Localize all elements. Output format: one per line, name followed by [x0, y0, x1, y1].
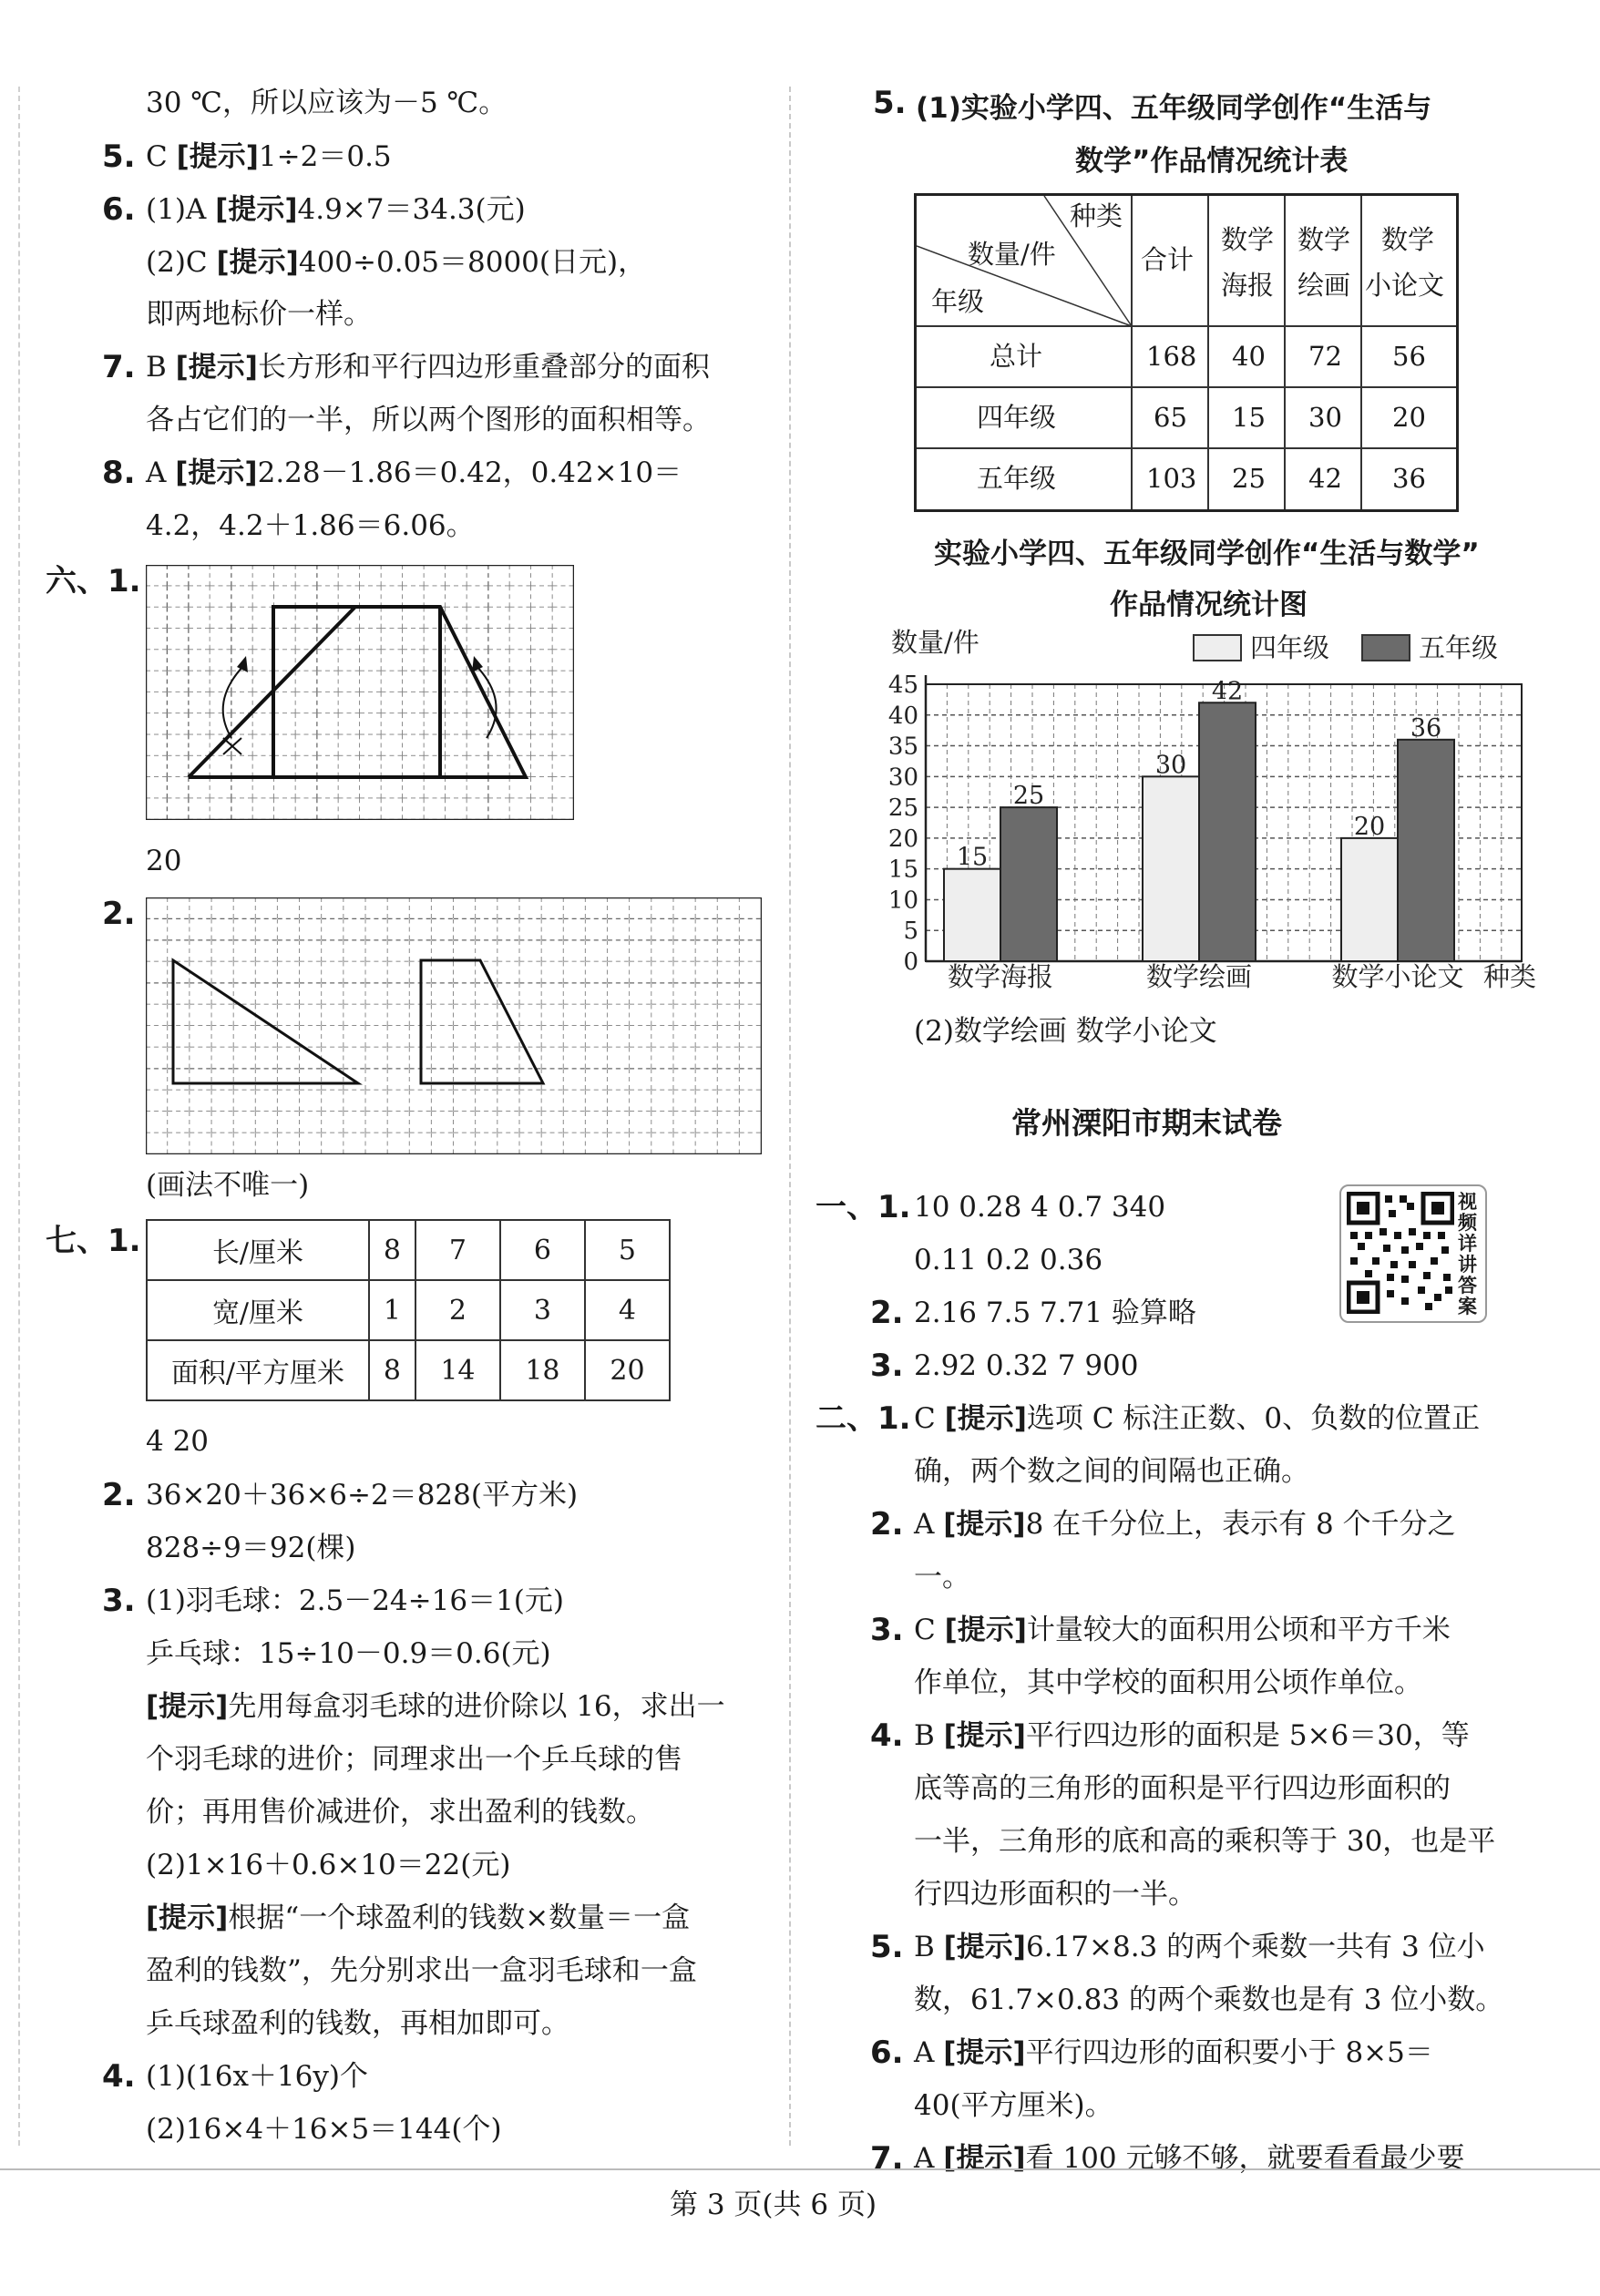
- y-tick-label: 30: [887, 764, 918, 792]
- question-number: 2.: [102, 896, 136, 932]
- legend-swatch-grade5: [1362, 635, 1410, 661]
- section-number: 二、1.: [815, 1400, 911, 1437]
- y-tick-label: 15: [887, 856, 918, 884]
- text-line: 一半，三角形的底和高的乘积等于 30，也是平: [914, 1825, 1496, 1858]
- row-label: 总计: [990, 341, 1043, 372]
- table-cell: 8: [369, 1220, 415, 1280]
- y-tick-label: 20: [887, 825, 918, 853]
- text-line: 即两地标价一样。: [146, 298, 372, 331]
- table-cell: 1: [369, 1280, 415, 1340]
- bar-chart: [875, 624, 1567, 1007]
- y-tick-label: 25: [887, 794, 918, 823]
- answer-line: B [提示]平行四边形的面积是 5×6＝30，等: [914, 1719, 1470, 1752]
- table-cell: 18: [500, 1340, 585, 1400]
- question-number: 7.: [870, 2140, 904, 2177]
- table-cell: 长/厘米: [147, 1220, 369, 1280]
- bar-grade5: [1000, 807, 1057, 961]
- qr-label: 视频详讲答案: [1458, 1191, 1477, 1317]
- text-line: 10 0.28 4 0.7 340: [914, 1191, 1166, 1224]
- bar-grade4: [944, 869, 1000, 961]
- question-number: 6.: [102, 191, 136, 228]
- col-header: 数学: [1381, 224, 1435, 255]
- col-header: 绘画: [1297, 270, 1351, 301]
- table-cell: 2: [415, 1280, 500, 1340]
- question-number: 5.: [102, 138, 136, 175]
- text-line: (2)数学绘画 数学小论文: [914, 1015, 1217, 1048]
- answer-line: (2)C [提示]400÷0.05＝8000(日元)，: [146, 246, 647, 279]
- text-line: 2.92 0.32 7 900: [914, 1349, 1139, 1382]
- section-number: 七、1.: [46, 1223, 141, 1259]
- text-line: (2)1×16＋0.6×10＝22(元): [146, 1849, 511, 1881]
- answer-line: C [提示]计量较大的面积用公顷和平方千米: [914, 1614, 1451, 1646]
- text-line: 2.16 7.5 7.71 验算略: [914, 1297, 1196, 1329]
- table-cell: 宽/厘米: [147, 1280, 369, 1340]
- column-divider: [789, 87, 791, 2146]
- bar-grade4: [1143, 776, 1199, 961]
- question-number: 4.: [102, 2058, 136, 2095]
- x-category-label: 数学海报: [947, 961, 1054, 992]
- table-cell: 8: [369, 1340, 415, 1400]
- legend-label-grade5: 五年级: [1419, 632, 1499, 663]
- answer-line: (1)A [提示]4.9×7＝34.3(元): [146, 193, 526, 226]
- bar-grade5: [1199, 702, 1256, 961]
- header-qty: 数量/件: [968, 239, 1056, 270]
- bar-value-label: 15: [956, 843, 989, 872]
- answer-line: B [提示]长方形和平行四边形重叠部分的面积: [146, 351, 710, 384]
- area-table: [146, 1219, 671, 1401]
- question-number: 3.: [102, 1583, 136, 1619]
- question-number: 3.: [870, 1612, 904, 1648]
- text-line: 盈利的钱数”，先分别求出一盒羽毛球和一盒: [146, 1954, 697, 1987]
- table-cell: 15: [1232, 402, 1266, 433]
- chart-legend: [1194, 632, 1498, 663]
- table-cell: 56: [1392, 341, 1426, 372]
- question-number: 5.: [870, 1929, 904, 1965]
- y-tick-label: 35: [887, 733, 918, 761]
- chart-title-line2: 作品情况统计图: [1110, 589, 1308, 621]
- bar-value-label: 30: [1154, 751, 1187, 780]
- exam-title: 常州溧阳市期末试卷: [1011, 1105, 1282, 1141]
- legend-swatch-grade4: [1194, 635, 1241, 661]
- table-cell: 25: [1232, 463, 1266, 494]
- stats-table: [914, 193, 1459, 512]
- col-header: 海报: [1221, 270, 1275, 301]
- text-line: (1)(16x＋16y)个: [146, 2060, 368, 2093]
- footer-rule: [0, 2168, 1600, 2170]
- answer-line: B [提示]6.17×8.3 的两个乘数一共有 3 位小: [914, 1931, 1485, 1963]
- text-line: 各占它们的一半，所以两个图形的面积相等。: [146, 404, 711, 436]
- table-cell: 4: [585, 1280, 670, 1340]
- text-line: 价；再用售价减进价，求出盈利的钱数。: [146, 1796, 654, 1829]
- legend-label-grade4: 四年级: [1250, 632, 1330, 663]
- bar-value-label: 25: [1012, 782, 1045, 811]
- left-edge-line: [18, 87, 20, 2146]
- question-number: 6.: [870, 2035, 904, 2071]
- bar-grade5: [1398, 740, 1454, 961]
- question-number: 4.: [870, 1717, 904, 1754]
- section-number: 一、1.: [815, 1189, 911, 1225]
- question-number: 5.: [873, 85, 907, 121]
- table-cell: 36: [1392, 463, 1426, 494]
- y-axis-label: 数量/件: [891, 627, 979, 658]
- table-cell: 面积/平方厘米: [147, 1340, 369, 1400]
- bar-value-label: 42: [1211, 677, 1244, 706]
- bar-grade4: [1341, 838, 1398, 961]
- answer-line: A [提示]平行四边形的面积要小于 8×5＝: [914, 2036, 1433, 2069]
- row-label: 五年级: [977, 463, 1057, 494]
- table-cell: 3: [500, 1280, 585, 1340]
- text-line: (1)羽毛球：2.5－24÷16＝1(元): [146, 1584, 564, 1617]
- note-text: (画法不唯一): [146, 1169, 310, 1202]
- question-number: 3.: [870, 1348, 904, 1384]
- chart-title-line1: 实验小学四、五年级同学创作“生活与数学”: [934, 538, 1480, 570]
- text-line: 一。: [914, 1561, 970, 1594]
- table-title-line1: (1)实验小学四、五年级同学创作“生活与: [916, 92, 1432, 125]
- qr-frame: [1339, 1184, 1487, 1323]
- grid-figure-1: [146, 565, 574, 820]
- table-cell: 30: [1308, 402, 1342, 433]
- bar-value-label: 36: [1410, 713, 1442, 743]
- text-line: 确，两个数之间的间隔也正确。: [914, 1455, 1309, 1488]
- page-number: 第 3 页(共 6 页): [670, 2188, 877, 2221]
- qr-code-icon: [1347, 1192, 1454, 1314]
- table-cell: 5: [585, 1220, 670, 1280]
- grid-figure-2: [146, 897, 762, 1154]
- col-header: 合计: [1141, 244, 1195, 275]
- x-category-label: 数学绘画: [1145, 961, 1253, 992]
- answer-line: A [提示]8 在千分位上，表示有 8 个千分之: [914, 1508, 1456, 1541]
- text-line: 行四边形面积的一半。: [914, 1878, 1196, 1911]
- x-category-label: 数学小论文: [1331, 961, 1464, 992]
- header-grade: 年级: [931, 286, 985, 317]
- table-cell: 20: [1392, 402, 1426, 433]
- y-tick-label: 5: [903, 917, 918, 946]
- text-line: 0.11 0.2 0.36: [914, 1244, 1103, 1276]
- text-line: 作单位，其中学校的面积用公顷作单位。: [914, 1666, 1422, 1699]
- text-line: 30 ℃，所以应该为－5 ℃。: [146, 87, 508, 119]
- text-line: 36×20＋36×6÷2＝828(平方米): [146, 1479, 579, 1512]
- table-cell: 14: [415, 1340, 500, 1400]
- y-tick-label: 0: [903, 948, 918, 976]
- row-label: 四年级: [977, 402, 1057, 433]
- y-tick-label: 45: [887, 671, 918, 699]
- text-line: (2)16×4＋16×5＝144(个): [146, 2113, 502, 2146]
- answer-line: [提示]先用每盒羽毛球的进价除以 16，求出一: [146, 1690, 725, 1723]
- col-header: 数学: [1221, 224, 1275, 255]
- y-tick-label: 40: [887, 702, 918, 730]
- question-number: 7.: [102, 349, 136, 385]
- table-title-line2: 数学”作品情况统计表: [1075, 145, 1349, 178]
- text-line: 数，61.7×0.83 的两个乘数也是有 3 位小数。: [914, 1983, 1504, 2016]
- section-number: 六、1.: [46, 563, 141, 600]
- text-line: 828÷9＝92(棵): [146, 1532, 356, 1564]
- table-cell: 65: [1154, 402, 1187, 433]
- table-cell: 7: [415, 1220, 500, 1280]
- text-line: 40(平方厘米)。: [914, 2089, 1113, 2122]
- table-cell: 20: [585, 1340, 670, 1400]
- answer-line: C [提示]1÷2＝0.5: [146, 140, 392, 173]
- answer-line: C [提示]选项 C 标注正数、0、负数的位置正: [914, 1402, 1481, 1435]
- table-cell: 103: [1146, 463, 1197, 494]
- question-number: 8.: [102, 455, 136, 491]
- table-cell: 42: [1308, 463, 1342, 494]
- col-header: 小论文: [1365, 270, 1445, 301]
- header-kind: 种类: [1070, 200, 1123, 231]
- text-line: 4 20: [146, 1425, 210, 1458]
- table-cell: 6: [500, 1220, 585, 1280]
- col-header: 数学: [1297, 224, 1351, 255]
- answer-line: A [提示]看 100 元够不够，就要看看最少要: [914, 2142, 1465, 2175]
- answer-line: [提示]根据“一个球盈利的钱数×数量＝一盒: [146, 1901, 691, 1934]
- answer-line: A [提示]2.28－1.86＝0.42，0.42×10＝: [146, 456, 682, 489]
- text-line: 乒乓球盈利的钱数，再相加即可。: [146, 2007, 569, 2040]
- table-cell: 72: [1308, 341, 1342, 372]
- table-cell: 168: [1146, 341, 1197, 372]
- text-line: 乒乓球：15÷10－0.9＝0.6(元): [146, 1637, 551, 1670]
- area-answer: 20: [146, 845, 182, 877]
- text-line: 4.2，4.2＋1.86＝6.06。: [146, 509, 475, 542]
- text-line: 底等高的三角形的面积是平行四边形面积的: [914, 1772, 1451, 1805]
- bar-value-label: 20: [1353, 812, 1386, 841]
- question-number: 2.: [870, 1506, 904, 1543]
- question-number: 2.: [102, 1477, 136, 1513]
- table-cell: 40: [1232, 341, 1266, 372]
- question-number: 2.: [870, 1295, 904, 1331]
- x-axis-label: 种类: [1483, 961, 1537, 992]
- text-line: 个羽毛球的进价；同理求出一个乒乓球的售: [146, 1743, 682, 1776]
- y-tick-label: 10: [887, 887, 918, 915]
